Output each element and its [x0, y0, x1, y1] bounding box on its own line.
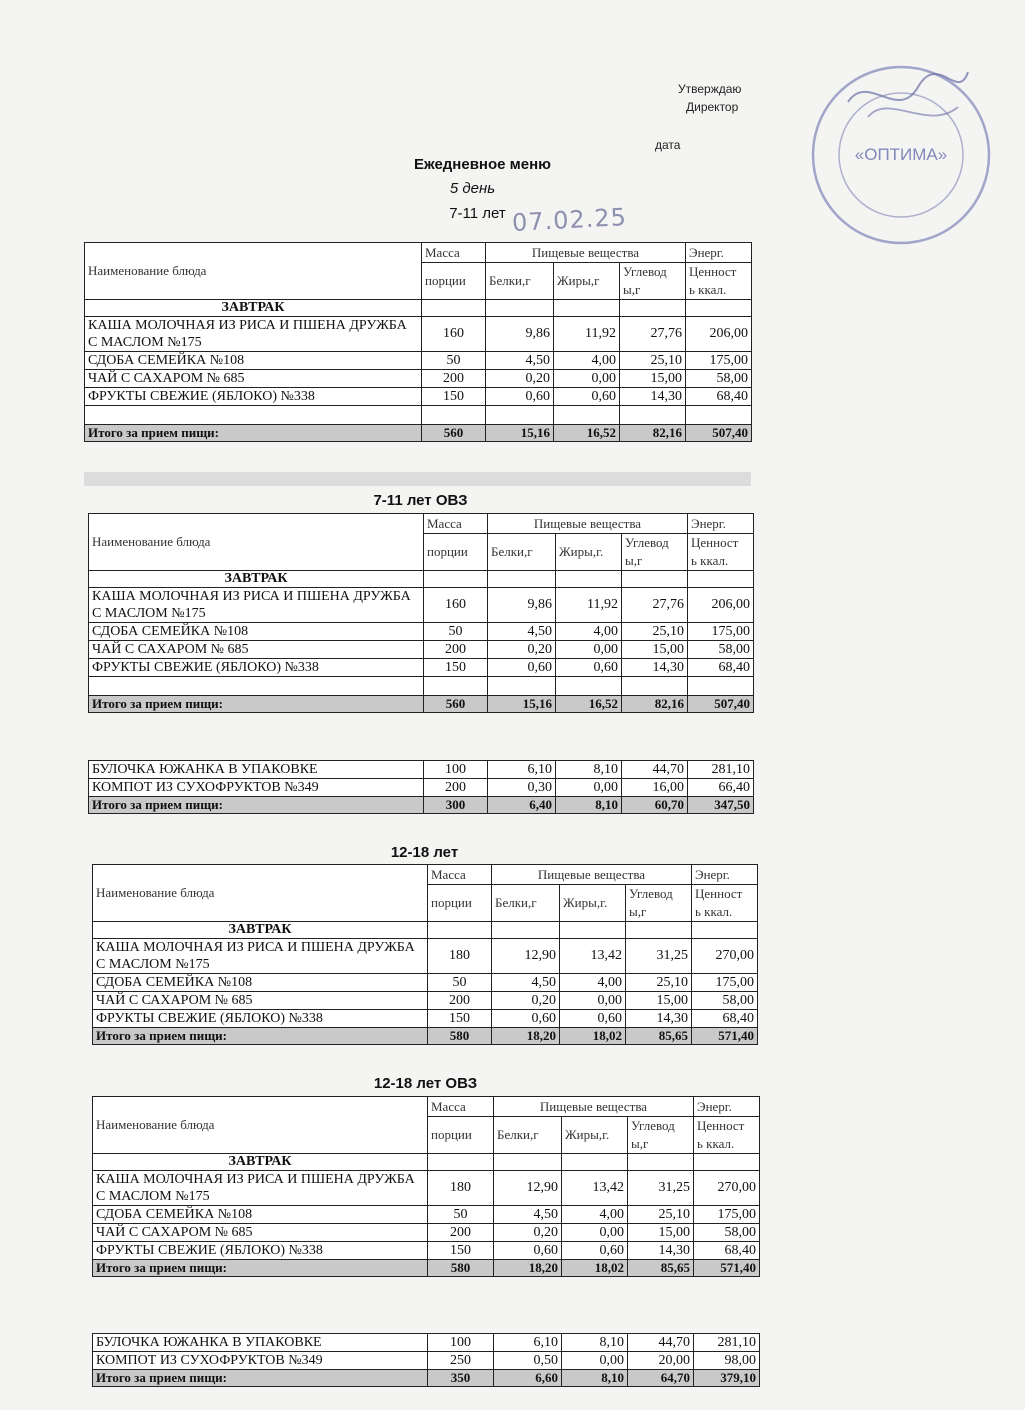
dish-name: СДОБА СЕМЕЙКА №108: [85, 352, 422, 370]
protein-value: 6,60: [494, 1370, 562, 1387]
protein-value: 6,10: [494, 1334, 562, 1352]
section-title: 7-11 лет ОВЗ: [373, 492, 468, 509]
meal-label: ЗАВТРАК: [93, 922, 428, 939]
carb-value: 27,76: [622, 588, 688, 623]
empty-cell: [554, 300, 620, 317]
energy-value: 175,00: [686, 352, 752, 370]
dish-name: СДОБА СЕМЕЙКА №108: [89, 623, 424, 641]
dish-name: КОМПОТ ИЗ СУХОФРУКТОВ №349: [93, 1352, 428, 1370]
protein-value: 18,20: [494, 1260, 562, 1277]
column-energy: Энерг.: [686, 243, 752, 263]
protein-value: 4,50: [492, 974, 560, 992]
portion-mass: 160: [422, 317, 486, 352]
fat-value: 0,00: [556, 641, 622, 659]
empty-cell: [556, 677, 622, 696]
fat-value: 0,60: [562, 1242, 628, 1260]
dish-name: ЧАЙ С САХАРОМ № 685: [93, 1224, 428, 1242]
column-mass-portion: порции: [424, 534, 488, 571]
carb-value: 15,00: [628, 1224, 694, 1242]
total-label: Итого за прием пищи:: [93, 1370, 428, 1387]
dish-name: ЧАЙ С САХАРОМ № 685: [85, 370, 422, 388]
fat-value: 4,00: [562, 1206, 628, 1224]
fat-value: 13,42: [560, 939, 626, 974]
carb-value: 15,00: [622, 641, 688, 659]
snack-table: [88, 760, 754, 814]
column-energy: Энерг.: [688, 514, 754, 534]
portion-mass: 150: [422, 388, 486, 406]
fat-value: 0,00: [562, 1224, 628, 1242]
protein-value: 0,50: [494, 1352, 562, 1370]
energy-value: 507,40: [688, 696, 754, 713]
empty-cell: [620, 300, 686, 317]
fat-value: 8,10: [562, 1370, 628, 1387]
column-mass-portion: порции: [422, 263, 486, 300]
spacer-row: [85, 406, 752, 425]
dish-name: ФРУКТЫ СВЕЖИЕ (ЯБЛОКО) №338: [93, 1242, 428, 1260]
protein-value: 0,30: [488, 779, 556, 797]
fat-value: 4,00: [554, 352, 620, 370]
total-label: Итого за прием пищи:: [85, 425, 422, 442]
energy-value: 175,00: [688, 623, 754, 641]
energy-value: 347,50: [688, 797, 754, 814]
portion-mass: 200: [428, 1224, 494, 1242]
dish-row: [89, 761, 754, 779]
dish-row: [85, 352, 752, 370]
fat-value: 0,00: [556, 779, 622, 797]
dish-name: ФРУКТЫ СВЕЖИЕ (ЯБЛОКО) №338: [85, 388, 422, 406]
energy-value: 175,00: [694, 1206, 760, 1224]
protein-value: 12,90: [494, 1171, 562, 1206]
empty-cell: [492, 922, 560, 939]
energy-value: 379,10: [694, 1370, 760, 1387]
portion-mass: 580: [428, 1028, 492, 1045]
portion-mass: 250: [428, 1352, 494, 1370]
fat-value: 16,52: [554, 425, 620, 442]
empty-cell: [488, 571, 556, 588]
column-protein: Белки,г: [492, 885, 560, 922]
dish-row: [93, 1206, 760, 1224]
empty-cell: [686, 406, 752, 425]
column-energy-value: Ценност ь ккал.: [686, 263, 752, 300]
empty-cell: [560, 922, 626, 939]
protein-value: 0,60: [486, 388, 554, 406]
carb-value: 16,00: [622, 779, 688, 797]
energy-value: 270,00: [694, 1171, 760, 1206]
fat-value: 11,92: [554, 317, 620, 352]
empty-cell: [622, 571, 688, 588]
portion-mass: 100: [424, 761, 488, 779]
dish-row: [85, 388, 752, 406]
column-dish-name: Наименование блюда: [85, 243, 422, 300]
column-dish-name: Наименование блюда: [93, 865, 428, 922]
fat-value: 18,02: [562, 1260, 628, 1277]
column-fat: Жиры,г: [554, 263, 620, 300]
energy-value: 58,00: [688, 641, 754, 659]
energy-value: 206,00: [686, 317, 752, 352]
carb-value: 25,10: [620, 352, 686, 370]
protein-value: 15,16: [488, 696, 556, 713]
protein-value: 4,50: [488, 623, 556, 641]
dish-row: [93, 1334, 760, 1352]
protein-value: 15,16: [486, 425, 554, 442]
protein-value: 0,60: [488, 659, 556, 677]
empty-cell: [554, 406, 620, 425]
empty-cell: [85, 406, 422, 425]
column-energy-value: Ценност ь ккал.: [694, 1117, 760, 1154]
carb-value: 85,65: [626, 1028, 692, 1045]
energy-value: 68,40: [692, 1010, 758, 1028]
carb-value: 14,30: [620, 388, 686, 406]
empty-cell: [486, 300, 554, 317]
column-protein: Белки,г: [488, 534, 556, 571]
fat-value: 4,00: [556, 623, 622, 641]
energy-value: 68,40: [694, 1242, 760, 1260]
column-fat: Жиры,г.: [556, 534, 622, 571]
section-title: 12-18 лет: [390, 844, 459, 861]
column-dish-name: Наименование блюда: [93, 1097, 428, 1154]
column-nutrients: Пищевые вещества: [492, 865, 692, 885]
carb-value: 25,10: [628, 1206, 694, 1224]
carb-value: 14,30: [626, 1010, 692, 1028]
meal-label: ЗАВТРАК: [85, 300, 422, 317]
carb-value: 15,00: [626, 992, 692, 1010]
portion-mass: 180: [428, 939, 492, 974]
protein-value: 6,40: [488, 797, 556, 814]
portion-mass: 160: [424, 588, 488, 623]
energy-value: 68,40: [686, 388, 752, 406]
portion-mass: 150: [428, 1242, 494, 1260]
column-carb: Углевод ы,г: [626, 885, 692, 922]
dish-name: КАША МОЛОЧНАЯ ИЗ РИСА И ПШЕНА ДРУЖБА С МАСЛОМ №175: [93, 939, 428, 974]
protein-value: 4,50: [486, 352, 554, 370]
energy-value: 571,40: [694, 1260, 760, 1277]
empty-cell: [422, 406, 486, 425]
total-label: Итого за прием пищи:: [93, 1028, 428, 1045]
empty-cell: [488, 677, 556, 696]
energy-value: 58,00: [694, 1224, 760, 1242]
fat-value: 8,10: [556, 797, 622, 814]
carb-value: 27,76: [620, 317, 686, 352]
dish-name: ФРУКТЫ СВЕЖИЕ (ЯБЛОКО) №338: [89, 659, 424, 677]
energy-value: 175,00: [692, 974, 758, 992]
empty-cell: [692, 922, 758, 939]
empty-cell: [424, 677, 488, 696]
protein-value: 0,60: [492, 1010, 560, 1028]
column-energy: Энерг.: [692, 865, 758, 885]
portion-mass: 580: [428, 1260, 494, 1277]
energy-value: 68,40: [688, 659, 754, 677]
column-mass: Масса: [422, 243, 486, 263]
fat-value: 4,00: [560, 974, 626, 992]
energy-value: 571,40: [692, 1028, 758, 1045]
fat-value: 13,42: [562, 1171, 628, 1206]
carb-value: 60,70: [622, 797, 688, 814]
date-label: дата: [655, 138, 681, 152]
empty-cell: [694, 1154, 760, 1171]
empty-cell: [620, 406, 686, 425]
dish-row: [89, 641, 754, 659]
empty-cell: [562, 1154, 628, 1171]
protein-value: 9,86: [488, 588, 556, 623]
dish-row: [89, 588, 754, 623]
section-title: 12-18 лет ОВЗ: [373, 1075, 478, 1092]
meal-label: ЗАВТРАК: [93, 1154, 428, 1171]
fat-value: 8,10: [556, 761, 622, 779]
handwritten-date: 07.02.25: [511, 203, 628, 237]
carb-value: 14,30: [628, 1242, 694, 1260]
column-mass: Масса: [428, 865, 492, 885]
day-label: 5 день: [449, 180, 496, 197]
empty-cell: [428, 1154, 494, 1171]
carb-value: 44,70: [622, 761, 688, 779]
empty-cell: [622, 677, 688, 696]
dish-name: СДОБА СЕМЕЙКА №108: [93, 1206, 428, 1224]
dish-row: [93, 1242, 760, 1260]
empty-cell: [688, 677, 754, 696]
total-row: [89, 797, 754, 814]
carb-value: 31,25: [628, 1171, 694, 1206]
dish-name: КАША МОЛОЧНАЯ ИЗ РИСА И ПШЕНА ДРУЖБА С МАСЛОМ №175: [89, 588, 424, 623]
energy-value: 281,10: [694, 1334, 760, 1352]
carb-value: 25,10: [622, 623, 688, 641]
fat-value: 0,60: [556, 659, 622, 677]
fat-value: 0,00: [562, 1352, 628, 1370]
total-row: [85, 425, 752, 442]
column-mass-portion: порции: [428, 885, 492, 922]
carb-value: 25,10: [626, 974, 692, 992]
portion-mass: 50: [422, 352, 486, 370]
dish-row: [85, 370, 752, 388]
carb-value: 44,70: [628, 1334, 694, 1352]
energy-value: 206,00: [688, 588, 754, 623]
column-carb: Углевод ы,г: [620, 263, 686, 300]
fat-value: 8,10: [562, 1334, 628, 1352]
column-mass: Масса: [424, 514, 488, 534]
column-fat: Жиры,г.: [560, 885, 626, 922]
dish-row: [93, 939, 758, 974]
column-dish-name: Наименование блюда: [89, 514, 424, 571]
menu-table: [84, 242, 752, 442]
portion-mass: 100: [428, 1334, 494, 1352]
column-carb: Углевод ы,г: [628, 1117, 694, 1154]
table-gap-band: [84, 472, 751, 486]
seal-center-text: «ОПТИМА»: [854, 145, 948, 164]
column-protein: Белки,г: [486, 263, 554, 300]
column-nutrients: Пищевые вещества: [494, 1097, 694, 1117]
portion-mass: 50: [424, 623, 488, 641]
empty-cell: [628, 1154, 694, 1171]
portion-mass: 560: [422, 425, 486, 442]
dish-row: [93, 992, 758, 1010]
dish-row: [93, 974, 758, 992]
column-nutrients: Пищевые вещества: [488, 514, 688, 534]
fat-value: 16,52: [556, 696, 622, 713]
protein-value: 4,50: [494, 1206, 562, 1224]
dish-row: [93, 1224, 760, 1242]
total-row: [93, 1028, 758, 1045]
menu-table: [92, 864, 758, 1045]
spacer-row: [89, 677, 754, 696]
empty-cell: [422, 300, 486, 317]
dish-name: КАША МОЛОЧНАЯ ИЗ РИСА И ПШЕНА ДРУЖБА С МАСЛОМ №175: [93, 1171, 428, 1206]
total-label: Итого за прием пищи:: [89, 797, 424, 814]
empty-cell: [89, 677, 424, 696]
protein-value: 0,20: [494, 1224, 562, 1242]
portion-mass: 200: [428, 992, 492, 1010]
energy-value: 58,00: [686, 370, 752, 388]
dish-row: [89, 623, 754, 641]
energy-value: 58,00: [692, 992, 758, 1010]
protein-value: 0,60: [494, 1242, 562, 1260]
portion-mass: 560: [424, 696, 488, 713]
fat-value: 0,60: [554, 388, 620, 406]
portion-mass: 200: [424, 779, 488, 797]
protein-value: 12,90: [492, 939, 560, 974]
carb-value: 15,00: [620, 370, 686, 388]
dish-name: ЧАЙ С САХАРОМ № 685: [93, 992, 428, 1010]
dish-name: КАША МОЛОЧНАЯ ИЗ РИСА И ПШЕНА ДРУЖБА С МАСЛОМ №175: [85, 317, 422, 352]
empty-cell: [428, 922, 492, 939]
fat-value: 0,00: [554, 370, 620, 388]
total-label: Итого за прием пищи:: [93, 1260, 428, 1277]
dish-name: БУЛОЧКА ЮЖАНКА В УПАКОВКЕ: [93, 1334, 428, 1352]
empty-cell: [626, 922, 692, 939]
portion-mass: 200: [422, 370, 486, 388]
column-carb: Углевод ы,г: [622, 534, 688, 571]
protein-value: 9,86: [486, 317, 554, 352]
dish-row: [89, 659, 754, 677]
menu-table: [88, 513, 754, 713]
snack-table: [92, 1333, 760, 1387]
total-row: [93, 1260, 760, 1277]
dish-row: [93, 1171, 760, 1206]
column-energy-value: Ценност ь ккал.: [692, 885, 758, 922]
carb-value: 20,00: [628, 1352, 694, 1370]
portion-mass: 50: [428, 974, 492, 992]
empty-cell: [486, 406, 554, 425]
empty-cell: [688, 571, 754, 588]
meal-label: ЗАВТРАК: [89, 571, 424, 588]
portion-mass: 150: [424, 659, 488, 677]
portion-mass: 50: [428, 1206, 494, 1224]
fat-value: 0,00: [560, 992, 626, 1010]
column-energy-value: Ценност ь ккал.: [688, 534, 754, 571]
protein-value: 6,10: [488, 761, 556, 779]
energy-value: 66,40: [688, 779, 754, 797]
director-label: Директор: [686, 100, 739, 114]
dish-row: [93, 1352, 760, 1370]
dish-row: [85, 317, 752, 352]
fat-value: 11,92: [556, 588, 622, 623]
portion-mass: 350: [428, 1370, 494, 1387]
column-protein: Белки,г: [494, 1117, 562, 1154]
column-mass-portion: порции: [428, 1117, 494, 1154]
age-label: 7-11 лет: [449, 205, 506, 222]
dish-row: [93, 1010, 758, 1028]
carb-value: 85,65: [628, 1260, 694, 1277]
fat-value: 0,60: [560, 1010, 626, 1028]
dish-name: КОМПОТ ИЗ СУХОФРУКТОВ №349: [89, 779, 424, 797]
total-row: [93, 1370, 760, 1387]
protein-value: 18,20: [492, 1028, 560, 1045]
menu-table: [92, 1096, 760, 1277]
dish-name: БУЛОЧКА ЮЖАНКА В УПАКОВКЕ: [89, 761, 424, 779]
column-energy: Энерг.: [694, 1097, 760, 1117]
carb-value: 31,25: [626, 939, 692, 974]
fat-value: 18,02: [560, 1028, 626, 1045]
page-title: Ежедневное меню: [414, 156, 551, 173]
portion-mass: 180: [428, 1171, 494, 1206]
dish-row: [89, 779, 754, 797]
portion-mass: 200: [424, 641, 488, 659]
energy-value: 270,00: [692, 939, 758, 974]
empty-cell: [424, 571, 488, 588]
carb-value: 82,16: [620, 425, 686, 442]
empty-cell: [556, 571, 622, 588]
protein-value: 0,20: [486, 370, 554, 388]
column-mass: Масса: [428, 1097, 494, 1117]
dish-name: ЧАЙ С САХАРОМ № 685: [89, 641, 424, 659]
protein-value: 0,20: [492, 992, 560, 1010]
energy-value: 98,00: [694, 1352, 760, 1370]
carb-value: 82,16: [622, 696, 688, 713]
column-fat: Жиры,г.: [562, 1117, 628, 1154]
carb-value: 64,70: [628, 1370, 694, 1387]
dish-name: СДОБА СЕМЕЙКА №108: [93, 974, 428, 992]
protein-value: 0,20: [488, 641, 556, 659]
carb-value: 14,30: [622, 659, 688, 677]
column-nutrients: Пищевые вещества: [486, 243, 686, 263]
total-row: [89, 696, 754, 713]
portion-mass: 150: [428, 1010, 492, 1028]
energy-value: 507,40: [686, 425, 752, 442]
empty-cell: [494, 1154, 562, 1171]
total-label: Итого за прием пищи:: [89, 696, 424, 713]
energy-value: 281,10: [688, 761, 754, 779]
portion-mass: 300: [424, 797, 488, 814]
approve-label: Утверждаю: [678, 82, 742, 96]
empty-cell: [686, 300, 752, 317]
dish-name: ФРУКТЫ СВЕЖИЕ (ЯБЛОКО) №338: [93, 1010, 428, 1028]
